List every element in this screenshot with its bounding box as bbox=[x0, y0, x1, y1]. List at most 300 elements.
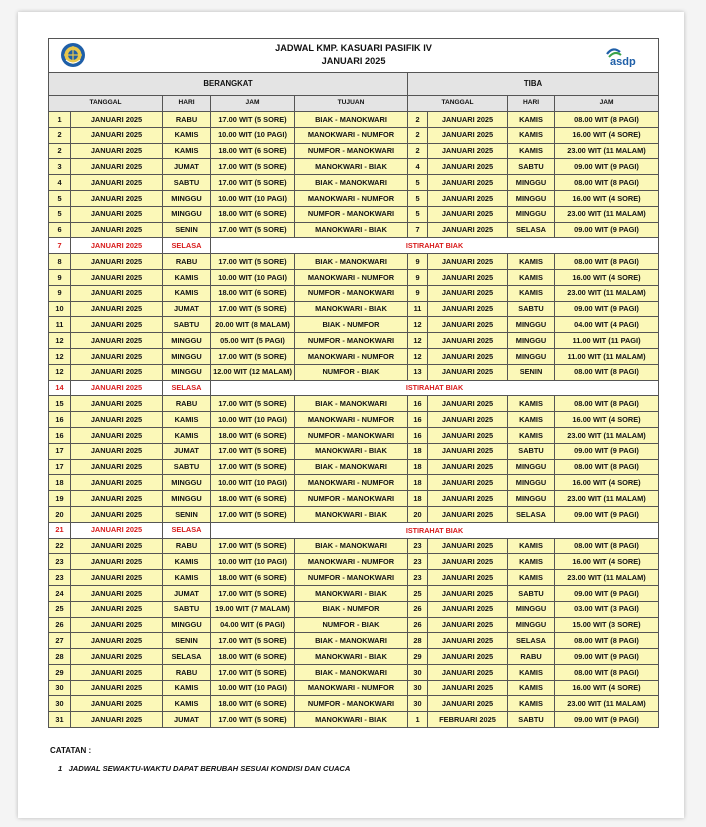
dep-day-number: 2 bbox=[49, 127, 71, 143]
document-title: JADWAL KMP. KASUARI PASIFIK IV bbox=[275, 43, 432, 53]
arr-time: 08.00 WIT (8 PAGI) bbox=[555, 112, 659, 128]
schedule-row bbox=[49, 222, 659, 238]
arr-time: 15.00 WIT (3 SORE) bbox=[555, 617, 659, 633]
dep-time: 12.00 WIT (12 MALAM) bbox=[211, 364, 295, 380]
arr-day: MINGGU bbox=[508, 190, 555, 206]
dep-day: KAMIS bbox=[163, 285, 211, 301]
arr-day-number: 18 bbox=[408, 491, 428, 507]
dep-date: JANUARI 2025 bbox=[71, 238, 163, 254]
dep-date: JANUARI 2025 bbox=[71, 412, 163, 428]
route: MANOKWARI - BIAK bbox=[295, 301, 408, 317]
arr-date: JANUARI 2025 bbox=[428, 159, 508, 175]
dep-date: JANUARI 2025 bbox=[71, 712, 163, 728]
route: MANOKWARI - BIAK bbox=[295, 443, 408, 459]
dep-time: 17.00 WIT (5 SORE) bbox=[211, 348, 295, 364]
route: BIAK - MANOKWARI bbox=[295, 254, 408, 270]
dep-day-number: 12 bbox=[49, 364, 71, 380]
dep-date: JANUARI 2025 bbox=[71, 649, 163, 665]
asdp-logo bbox=[601, 45, 647, 67]
arr-day: KAMIS bbox=[508, 412, 555, 428]
rest-note: ISTIRAHAT BIAK bbox=[211, 238, 659, 254]
schedule-row bbox=[49, 585, 659, 601]
arr-day-number: 12 bbox=[408, 348, 428, 364]
dep-day: MINGGU bbox=[163, 475, 211, 491]
arr-day-number: 1 bbox=[408, 712, 428, 728]
arr-time: 11.00 WIT (11 PAGI) bbox=[555, 333, 659, 349]
dep-date: JANUARI 2025 bbox=[71, 175, 163, 191]
dep-time: 04.00 WIT (6 PAGI) bbox=[211, 617, 295, 633]
dep-day: KAMIS bbox=[163, 127, 211, 143]
schedule-row bbox=[49, 680, 659, 696]
dep-day-number: 9 bbox=[49, 269, 71, 285]
schedule-row bbox=[49, 538, 659, 554]
dep-day-number: 25 bbox=[49, 601, 71, 617]
dep-day: MINGGU bbox=[163, 348, 211, 364]
dep-day-number: 11 bbox=[49, 317, 71, 333]
arr-date: JANUARI 2025 bbox=[428, 601, 508, 617]
dep-day-number: 23 bbox=[49, 570, 71, 586]
dep-date: JANUARI 2025 bbox=[71, 522, 163, 538]
arr-day-number: 18 bbox=[408, 443, 428, 459]
dep-day: RABU bbox=[163, 538, 211, 554]
dep-date: JANUARI 2025 bbox=[71, 301, 163, 317]
arr-day: MINGGU bbox=[508, 601, 555, 617]
title-cell bbox=[49, 39, 659, 73]
dep-day: MINGGU bbox=[163, 491, 211, 507]
arr-time: 09.00 WIT (9 PAGI) bbox=[555, 585, 659, 601]
col-route: TUJUAN bbox=[295, 96, 408, 112]
dep-time: 17.00 WIT (5 SORE) bbox=[211, 159, 295, 175]
schedule-row bbox=[49, 317, 659, 333]
arr-date: JANUARI 2025 bbox=[428, 206, 508, 222]
dep-date: JANUARI 2025 bbox=[71, 317, 163, 333]
dep-date: JANUARI 2025 bbox=[71, 633, 163, 649]
dep-day-number: 30 bbox=[49, 680, 71, 696]
route: MANOKWARI - BIAK bbox=[295, 506, 408, 522]
arr-day: SELASA bbox=[508, 633, 555, 649]
arr-time: 23.00 WIT (11 MALAM) bbox=[555, 570, 659, 586]
schedule-row bbox=[49, 649, 659, 665]
dep-day-number: 12 bbox=[49, 348, 71, 364]
route: MANOKWARI - NUMFOR bbox=[295, 680, 408, 696]
arr-date: JANUARI 2025 bbox=[428, 506, 508, 522]
arr-day: MINGGU bbox=[508, 333, 555, 349]
route: MANOKWARI - BIAK bbox=[295, 712, 408, 728]
dep-day-number: 20 bbox=[49, 506, 71, 522]
dep-date: JANUARI 2025 bbox=[71, 664, 163, 680]
dep-day-number: 9 bbox=[49, 285, 71, 301]
arr-day: SELASA bbox=[508, 506, 555, 522]
arr-day: KAMIS bbox=[508, 664, 555, 680]
arr-time: 16.00 WIT (4 SORE) bbox=[555, 127, 659, 143]
arr-day: SELASA bbox=[508, 222, 555, 238]
dep-time: 17.00 WIT (5 SORE) bbox=[211, 506, 295, 522]
route: MANOKWARI - NUMFOR bbox=[295, 269, 408, 285]
arr-date: JANUARI 2025 bbox=[428, 649, 508, 665]
arr-day-number: 25 bbox=[408, 585, 428, 601]
arr-date: JANUARI 2025 bbox=[428, 427, 508, 443]
dep-day-number: 5 bbox=[49, 190, 71, 206]
schedule-row bbox=[49, 333, 659, 349]
arr-time: 08.00 WIT (8 PAGI) bbox=[555, 538, 659, 554]
arr-date: JANUARI 2025 bbox=[428, 443, 508, 459]
arr-day-number: 13 bbox=[408, 364, 428, 380]
arr-time: 09.00 WIT (9 PAGI) bbox=[555, 649, 659, 665]
dep-time: 17.00 WIT (5 SORE) bbox=[211, 443, 295, 459]
dep-day-number: 2 bbox=[49, 143, 71, 159]
dep-day: SELASA bbox=[163, 238, 211, 254]
schedule-row bbox=[49, 364, 659, 380]
arr-time: 08.00 WIT (8 PAGI) bbox=[555, 175, 659, 191]
arr-day-number: 2 bbox=[408, 143, 428, 159]
arr-time: 11.00 WIT (11 MALAM) bbox=[555, 348, 659, 364]
schedule-row bbox=[49, 412, 659, 428]
dep-day-number: 22 bbox=[49, 538, 71, 554]
dep-day-number: 30 bbox=[49, 696, 71, 712]
dep-day: RABU bbox=[163, 396, 211, 412]
arr-time: 16.00 WIT (4 SORE) bbox=[555, 554, 659, 570]
dep-date: JANUARI 2025 bbox=[71, 333, 163, 349]
dep-day-number: 17 bbox=[49, 459, 71, 475]
dep-day-number: 12 bbox=[49, 333, 71, 349]
arr-day-number: 11 bbox=[408, 301, 428, 317]
arr-time: 16.00 WIT (4 SORE) bbox=[555, 190, 659, 206]
arr-day-number: 12 bbox=[408, 317, 428, 333]
arr-day-number: 18 bbox=[408, 475, 428, 491]
arr-time: 23.00 WIT (11 MALAM) bbox=[555, 491, 659, 507]
dep-day-number: 16 bbox=[49, 412, 71, 428]
dep-time: 10.00 WIT (10 PAGI) bbox=[211, 190, 295, 206]
arr-day-number: 2 bbox=[408, 127, 428, 143]
dep-day: MINGGU bbox=[163, 190, 211, 206]
dep-day-number: 26 bbox=[49, 617, 71, 633]
arr-time: 08.00 WIT (8 PAGI) bbox=[555, 633, 659, 649]
dep-date: JANUARI 2025 bbox=[71, 206, 163, 222]
schedule-row bbox=[49, 112, 659, 128]
arr-day: RABU bbox=[508, 649, 555, 665]
arr-day-number: 16 bbox=[408, 396, 428, 412]
arr-day: KAMIS bbox=[508, 538, 555, 554]
dep-time: 10.00 WIT (10 PAGI) bbox=[211, 269, 295, 285]
schedule-row bbox=[49, 159, 659, 175]
arr-date: JANUARI 2025 bbox=[428, 348, 508, 364]
dep-day: RABU bbox=[163, 112, 211, 128]
rest-note: ISTIRAHAT BIAK bbox=[211, 522, 659, 538]
dep-time: 17.00 WIT (5 SORE) bbox=[211, 712, 295, 728]
route: BIAK - MANOKWARI bbox=[295, 396, 408, 412]
arr-day-number: 30 bbox=[408, 664, 428, 680]
dep-time: 17.00 WIT (5 SORE) bbox=[211, 254, 295, 270]
arr-day: SABTU bbox=[508, 301, 555, 317]
arr-day: MINGGU bbox=[508, 475, 555, 491]
arr-time: 09.00 WIT (9 PAGI) bbox=[555, 712, 659, 728]
dep-day-number: 14 bbox=[49, 380, 71, 396]
dep-day: SELASA bbox=[163, 380, 211, 396]
arr-date: JANUARI 2025 bbox=[428, 459, 508, 475]
dep-date: JANUARI 2025 bbox=[71, 112, 163, 128]
col-arr-date: TANGGAL bbox=[408, 96, 508, 112]
arr-time: 03.00 WIT (3 PAGI) bbox=[555, 601, 659, 617]
dep-date: JANUARI 2025 bbox=[71, 585, 163, 601]
dep-day-number: 4 bbox=[49, 175, 71, 191]
schedule-row bbox=[49, 427, 659, 443]
dep-time: 18.00 WIT (6 SORE) bbox=[211, 696, 295, 712]
dep-date: JANUARI 2025 bbox=[71, 491, 163, 507]
dep-time: 10.00 WIT (10 PAGI) bbox=[211, 127, 295, 143]
route: BIAK - NUMFOR bbox=[295, 317, 408, 333]
arr-day: KAMIS bbox=[508, 570, 555, 586]
route: BIAK - MANOKWARI bbox=[295, 633, 408, 649]
arr-day: KAMIS bbox=[508, 696, 555, 712]
arr-day: KAMIS bbox=[508, 269, 555, 285]
arr-time: 16.00 WIT (4 SORE) bbox=[555, 412, 659, 428]
arr-time: 23.00 WIT (11 MALAM) bbox=[555, 143, 659, 159]
rest-row bbox=[49, 380, 659, 396]
arr-day-number: 29 bbox=[408, 649, 428, 665]
dep-time: 17.00 WIT (5 SORE) bbox=[211, 538, 295, 554]
col-dep-time: JAM bbox=[211, 96, 295, 112]
dep-time: 17.00 WIT (5 SORE) bbox=[211, 633, 295, 649]
route: MANOKWARI - NUMFOR bbox=[295, 348, 408, 364]
col-dep-day: HARI bbox=[163, 96, 211, 112]
rest-row bbox=[49, 522, 659, 538]
dep-date: JANUARI 2025 bbox=[71, 554, 163, 570]
route: NUMFOR - MANOKWARI bbox=[295, 570, 408, 586]
arr-date: JANUARI 2025 bbox=[428, 222, 508, 238]
arr-date: JANUARI 2025 bbox=[428, 491, 508, 507]
route: BIAK - NUMFOR bbox=[295, 601, 408, 617]
arr-day-number: 23 bbox=[408, 538, 428, 554]
arr-time: 23.00 WIT (11 MALAM) bbox=[555, 427, 659, 443]
dep-day-number: 21 bbox=[49, 522, 71, 538]
schedule-row bbox=[49, 712, 659, 728]
dep-day: KAMIS bbox=[163, 696, 211, 712]
route: MANOKWARI - NUMFOR bbox=[295, 190, 408, 206]
col-dep-date: TANGGAL bbox=[49, 96, 163, 112]
route: NUMFOR - MANOKWARI bbox=[295, 696, 408, 712]
arr-date: JANUARI 2025 bbox=[428, 269, 508, 285]
section-depart: BERANGKAT bbox=[49, 73, 408, 96]
arr-date: JANUARI 2025 bbox=[428, 190, 508, 206]
arr-date: JANUARI 2025 bbox=[428, 175, 508, 191]
arr-time: 08.00 WIT (8 PAGI) bbox=[555, 664, 659, 680]
dep-time: 18.00 WIT (6 SORE) bbox=[211, 285, 295, 301]
dep-time: 10.00 WIT (10 PAGI) bbox=[211, 412, 295, 428]
dep-time: 19.00 WIT (7 MALAM) bbox=[211, 601, 295, 617]
schedule-row bbox=[49, 348, 659, 364]
arr-date: JANUARI 2025 bbox=[428, 538, 508, 554]
schedule-row bbox=[49, 617, 659, 633]
note-item: 1 JADWAL SEWAKTU-WAKTU DAPAT BERUBAH SESUAI KONDISI DAN CUACA bbox=[58, 764, 351, 773]
dep-day-number: 28 bbox=[49, 649, 71, 665]
route: MANOKWARI - NUMFOR bbox=[295, 412, 408, 428]
arr-time: 16.00 WIT (4 SORE) bbox=[555, 475, 659, 491]
dep-day-number: 17 bbox=[49, 443, 71, 459]
dep-day: JUMAT bbox=[163, 585, 211, 601]
dep-time: 10.00 WIT (10 PAGI) bbox=[211, 680, 295, 696]
arr-day-number: 12 bbox=[408, 333, 428, 349]
dep-time: 18.00 WIT (6 SORE) bbox=[211, 491, 295, 507]
arr-day: SABTU bbox=[508, 712, 555, 728]
dep-time: 18.00 WIT (6 SORE) bbox=[211, 143, 295, 159]
dep-day-number: 16 bbox=[49, 427, 71, 443]
dep-date: JANUARI 2025 bbox=[71, 254, 163, 270]
col-arr-day: HARI bbox=[508, 96, 555, 112]
arr-time: 08.00 WIT (8 PAGI) bbox=[555, 254, 659, 270]
rest-note: ISTIRAHAT BIAK bbox=[211, 380, 659, 396]
dep-date: JANUARI 2025 bbox=[71, 269, 163, 285]
arr-day: KAMIS bbox=[508, 427, 555, 443]
schedule-row bbox=[49, 443, 659, 459]
arr-day: MINGGU bbox=[508, 175, 555, 191]
schedule-row bbox=[49, 396, 659, 412]
arr-date: JANUARI 2025 bbox=[428, 696, 508, 712]
arr-time: 09.00 WIT (9 PAGI) bbox=[555, 506, 659, 522]
arr-day: SABTU bbox=[508, 443, 555, 459]
route: NUMFOR - MANOKWARI bbox=[295, 285, 408, 301]
dep-date: JANUARI 2025 bbox=[71, 570, 163, 586]
route: MANOKWARI - NUMFOR bbox=[295, 554, 408, 570]
schedule-row bbox=[49, 491, 659, 507]
route: MANOKWARI - BIAK bbox=[295, 585, 408, 601]
dep-day: MINGGU bbox=[163, 206, 211, 222]
route: BIAK - MANOKWARI bbox=[295, 538, 408, 554]
arr-time: 09.00 WIT (9 PAGI) bbox=[555, 301, 659, 317]
dep-day-number: 3 bbox=[49, 159, 71, 175]
route: NUMFOR - MANOKWARI bbox=[295, 206, 408, 222]
dep-day: SENIN bbox=[163, 633, 211, 649]
schedule-row bbox=[49, 206, 659, 222]
dep-day: MINGGU bbox=[163, 333, 211, 349]
dep-date: JANUARI 2025 bbox=[71, 617, 163, 633]
rest-row bbox=[49, 238, 659, 254]
dep-time: 17.00 WIT (5 SORE) bbox=[211, 222, 295, 238]
arr-day-number: 9 bbox=[408, 254, 428, 270]
arr-day-number: 7 bbox=[408, 222, 428, 238]
schedule-row bbox=[49, 175, 659, 191]
route: MANOKWARI - NUMFOR bbox=[295, 127, 408, 143]
arr-day: KAMIS bbox=[508, 112, 555, 128]
arr-date: JANUARI 2025 bbox=[428, 301, 508, 317]
schedule-row bbox=[49, 143, 659, 159]
arr-date: JANUARI 2025 bbox=[428, 364, 508, 380]
arr-day-number: 28 bbox=[408, 633, 428, 649]
schedule-row bbox=[49, 506, 659, 522]
arr-day: MINGGU bbox=[508, 317, 555, 333]
dep-day-number: 1 bbox=[49, 112, 71, 128]
arr-time: 16.00 WIT (4 SORE) bbox=[555, 680, 659, 696]
schedule-row bbox=[49, 254, 659, 270]
dep-day: RABU bbox=[163, 254, 211, 270]
dep-time: 17.00 WIT (5 SORE) bbox=[211, 301, 295, 317]
dep-day-number: 29 bbox=[49, 664, 71, 680]
arr-day-number: 16 bbox=[408, 427, 428, 443]
arr-day: KAMIS bbox=[508, 254, 555, 270]
arr-time: 08.00 WIT (8 PAGI) bbox=[555, 364, 659, 380]
arr-time: 08.00 WIT (8 PAGI) bbox=[555, 459, 659, 475]
route: BIAK - MANOKWARI bbox=[295, 112, 408, 128]
dep-day: JUMAT bbox=[163, 712, 211, 728]
dep-day-number: 19 bbox=[49, 491, 71, 507]
arr-day: MINGGU bbox=[508, 617, 555, 633]
arr-date: JANUARI 2025 bbox=[428, 143, 508, 159]
dep-date: JANUARI 2025 bbox=[71, 696, 163, 712]
arr-date: JANUARI 2025 bbox=[428, 127, 508, 143]
arr-date: JANUARI 2025 bbox=[428, 633, 508, 649]
dep-date: JANUARI 2025 bbox=[71, 143, 163, 159]
dep-date: JANUARI 2025 bbox=[71, 159, 163, 175]
arr-day: MINGGU bbox=[508, 206, 555, 222]
dep-day: KAMIS bbox=[163, 554, 211, 570]
dep-day-number: 6 bbox=[49, 222, 71, 238]
arr-time: 23.00 WIT (11 MALAM) bbox=[555, 285, 659, 301]
arr-day: KAMIS bbox=[508, 396, 555, 412]
dep-time: 18.00 WIT (6 SORE) bbox=[211, 427, 295, 443]
arr-day-number: 23 bbox=[408, 570, 428, 586]
arr-date: JANUARI 2025 bbox=[428, 317, 508, 333]
arr-date: JANUARI 2025 bbox=[428, 680, 508, 696]
arr-day-number: 18 bbox=[408, 459, 428, 475]
route: BIAK - MANOKWARI bbox=[295, 175, 408, 191]
schedule-row bbox=[49, 459, 659, 475]
arr-day-number: 2 bbox=[408, 112, 428, 128]
dep-date: JANUARI 2025 bbox=[71, 190, 163, 206]
arr-day-number: 9 bbox=[408, 269, 428, 285]
arr-day-number: 30 bbox=[408, 680, 428, 696]
dep-day: JUMAT bbox=[163, 159, 211, 175]
svg-text:asdp: asdp bbox=[610, 56, 636, 67]
dep-day: SABTU bbox=[163, 317, 211, 333]
schedule-row bbox=[49, 127, 659, 143]
document-subtitle: JANUARI 2025 bbox=[321, 55, 386, 66]
arr-day: KAMIS bbox=[508, 680, 555, 696]
arr-time: 09.00 WIT (9 PAGI) bbox=[555, 443, 659, 459]
dep-day: SENIN bbox=[163, 506, 211, 522]
arr-day-number: 23 bbox=[408, 554, 428, 570]
arr-day: KAMIS bbox=[508, 285, 555, 301]
arr-time: 09.00 WIT (9 PAGI) bbox=[555, 222, 659, 238]
arr-day-number: 26 bbox=[408, 601, 428, 617]
arr-date: JANUARI 2025 bbox=[428, 617, 508, 633]
arr-day-number: 4 bbox=[408, 159, 428, 175]
dep-date: JANUARI 2025 bbox=[71, 459, 163, 475]
dep-day: SENIN bbox=[163, 222, 211, 238]
arr-day-number: 16 bbox=[408, 412, 428, 428]
arr-day: MINGGU bbox=[508, 348, 555, 364]
arr-time: 23.00 WIT (11 MALAM) bbox=[555, 206, 659, 222]
route: NUMFOR - MANOKWARI bbox=[295, 143, 408, 159]
dep-day: MINGGU bbox=[163, 364, 211, 380]
arr-day: SENIN bbox=[508, 364, 555, 380]
arr-day-number: 5 bbox=[408, 175, 428, 191]
dep-date: JANUARI 2025 bbox=[71, 380, 163, 396]
dep-day: MINGGU bbox=[163, 617, 211, 633]
arr-day: MINGGU bbox=[508, 491, 555, 507]
dep-day-number: 24 bbox=[49, 585, 71, 601]
arr-time: 23.00 WIT (11 MALAM) bbox=[555, 696, 659, 712]
route: NUMFOR - MANOKWARI bbox=[295, 491, 408, 507]
dep-day: KAMIS bbox=[163, 412, 211, 428]
route: BIAK - MANOKWARI bbox=[295, 664, 408, 680]
dep-day: SABTU bbox=[163, 601, 211, 617]
schedule-row bbox=[49, 301, 659, 317]
route: MANOKWARI - BIAK bbox=[295, 649, 408, 665]
dep-day-number: 8 bbox=[49, 254, 71, 270]
arr-day-number: 5 bbox=[408, 206, 428, 222]
arr-day-number: 5 bbox=[408, 190, 428, 206]
dep-day: SELASA bbox=[163, 649, 211, 665]
dep-time: 05.00 WIT (5 PAGI) bbox=[211, 333, 295, 349]
